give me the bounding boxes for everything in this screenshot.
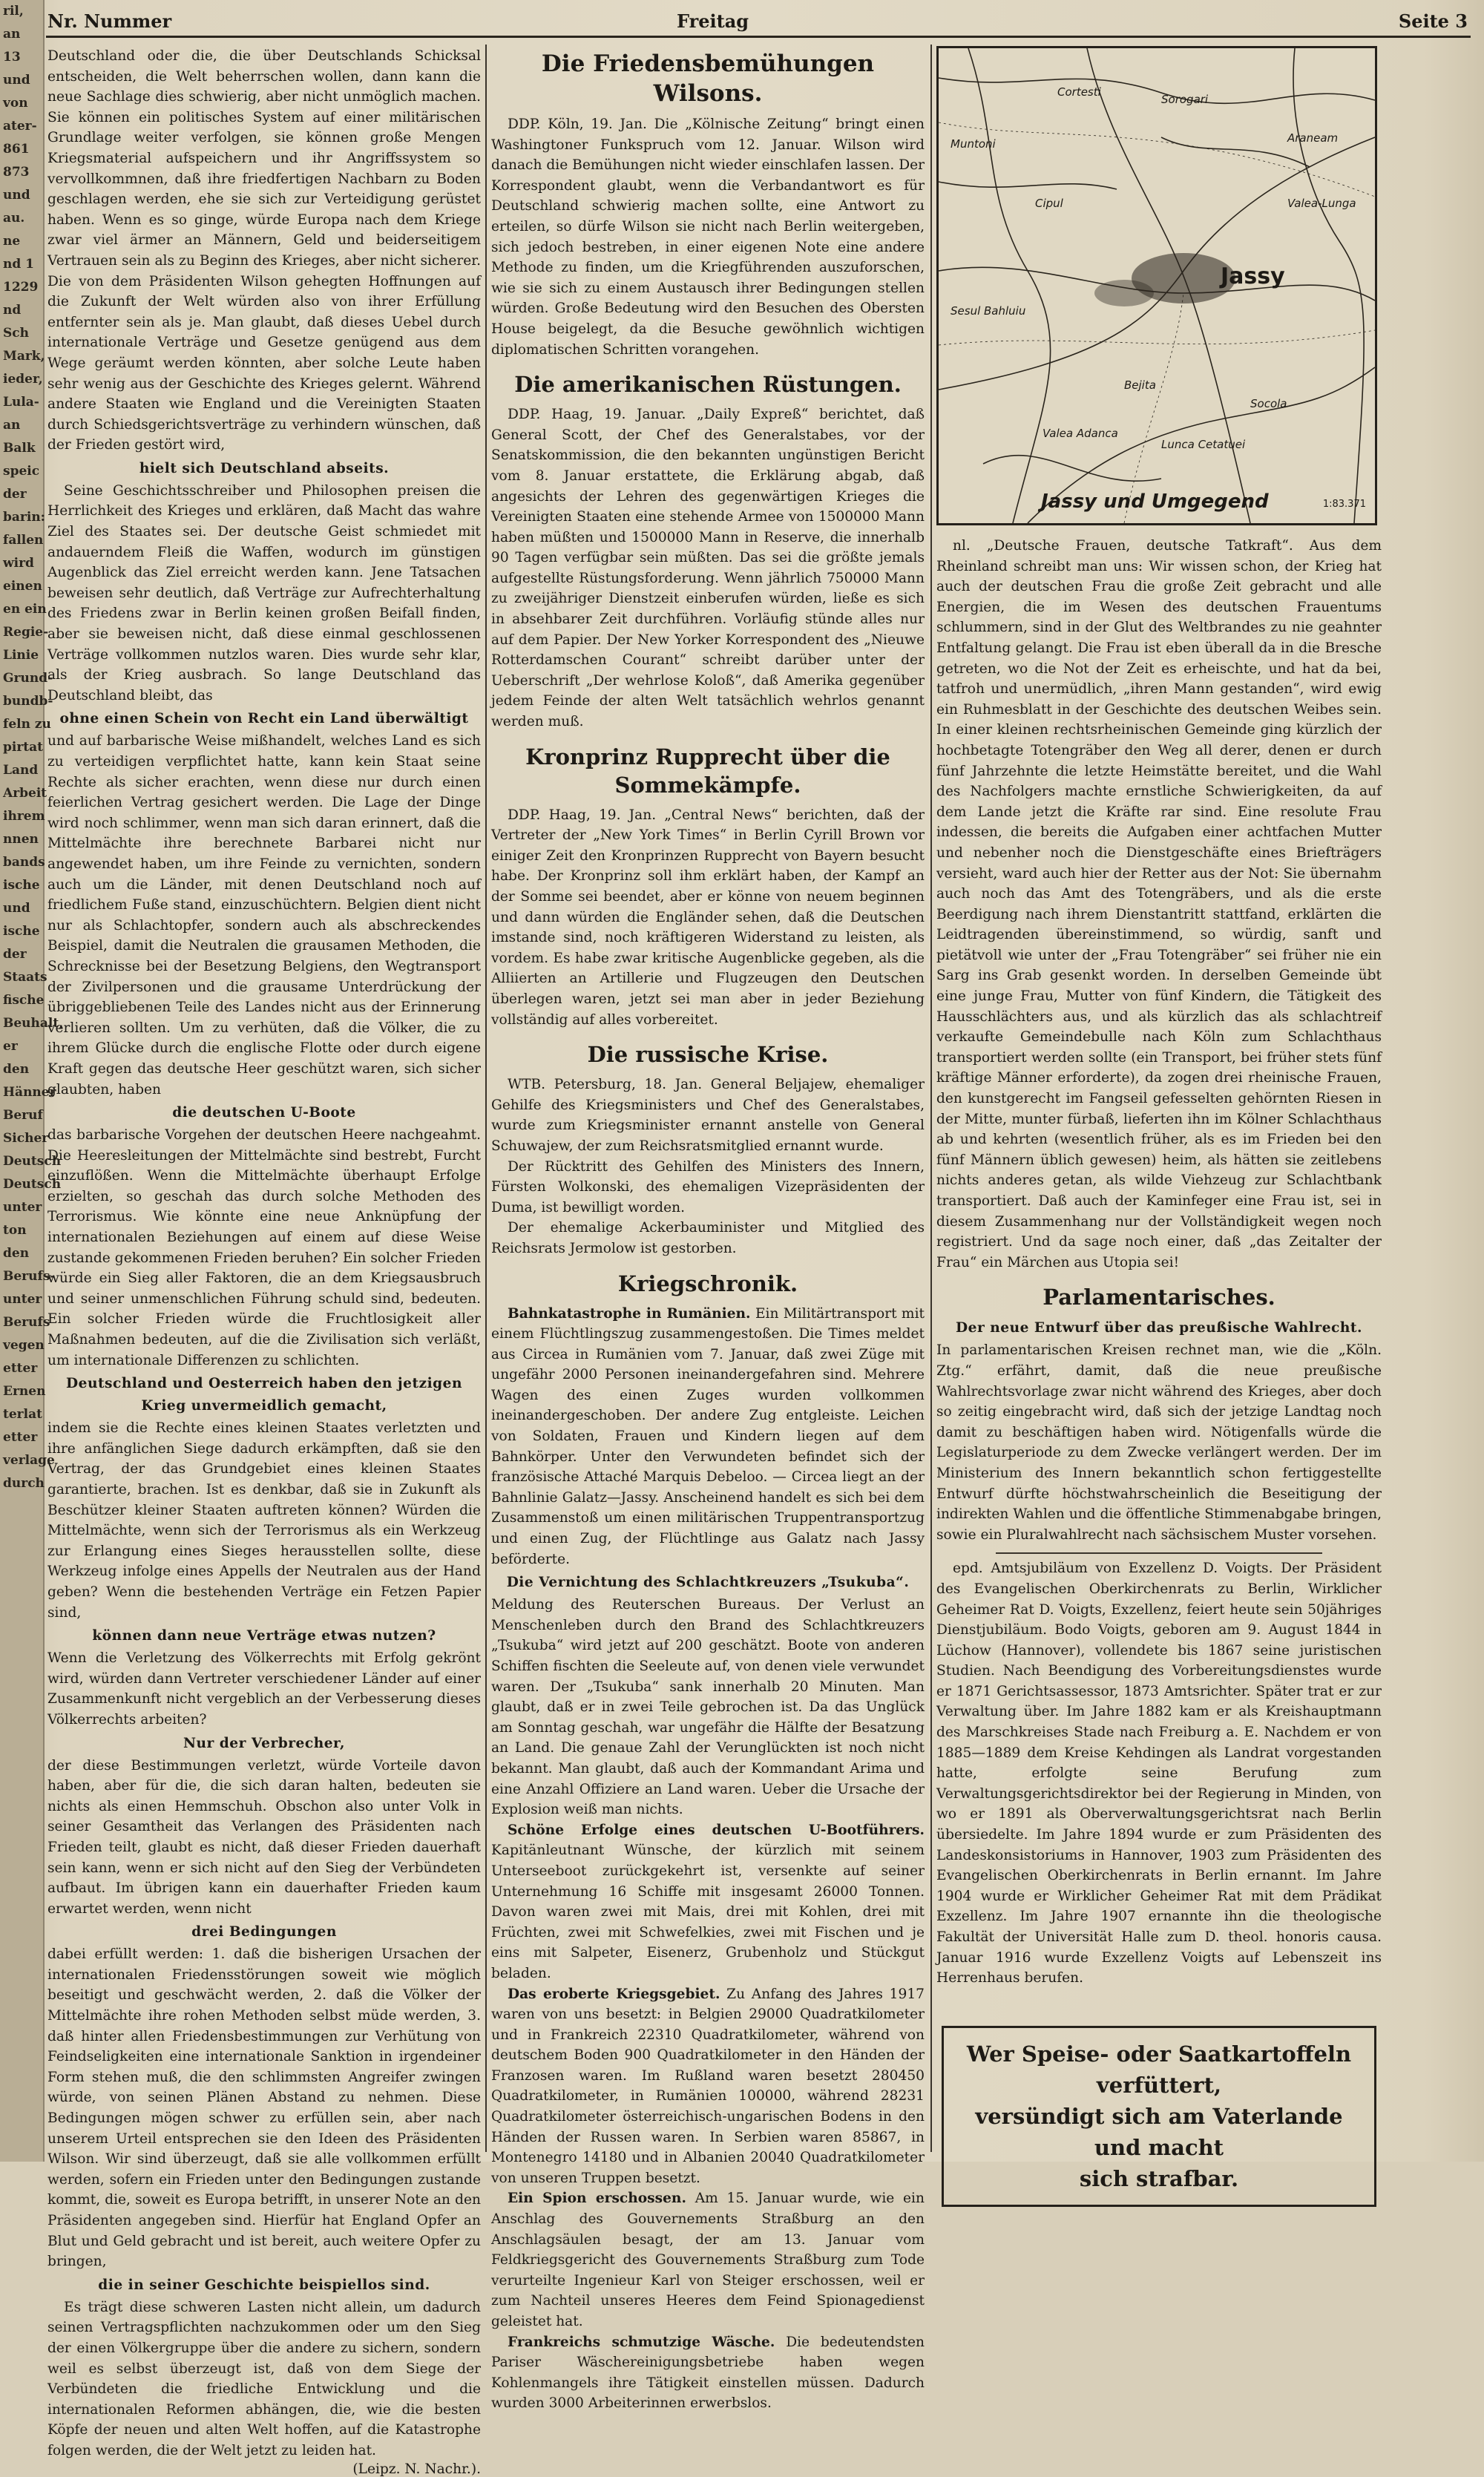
- edge-fragment: einen: [3, 579, 42, 594]
- article-paragraph: der diese Bestimmungen verletzt, würde Vorteile davon haben, aber für die, die sich daran halten, bedeuten sie nichts als einen Hemmschuh. Obschon also unter Volk in seiner Gesamtheit das Verlangen des Präsidenten nach Frieden teilt, glaubt es nicht, daß dieser Frieden dauerhaft sein kann, wenn er sich nicht auf den Sieg der Verbündeten aufbaut. Im übrigen kann ein dauerhafter Frieden kaum erwartet werden, wenn nicht: [47, 1757, 481, 1917]
- article-paragraph: Deutschland oder die, die über Deutschlands Schicksal entscheiden, die Welt beherrschen wollen, dann kann die neue Sachlage dies schwierig, aber nicht unmöglich machen. Sie können ein politisches System auf einer militärischen Grundlage weiter verfolgen, sie können große Mengen Kriegsmaterial aufspeichern und ihr Angriffssystem so vervollkommnen, daß ihre friedfertigen Nachbarn zu Boden geschlagen werden, ehe sie sich zur Verteidigung gerüstet haben. Wenn es so ginge, würde Europa nach dem Kriege zwar viel ärmer an Männern, Geld und beiderseitigem Vertrauen sein als zu Beginn des Krieges, aber nicht sicherer. Die von dem Präsidenten Wilson gehegten Hoffnungen auf die Zukunft der Welt würden also von ihrer Erfüllung entfernter sein als je. Man glaubt, daß dieses Uebel durch internationale Verträge und Gesetze genügend aus dem Wege geräumt werden könnten, aber solche Leute haben sehr wenig aus der Geschichte des Krieges gelernt. Während andere Staaten wie England und die Vereinigten Staaten durch Schiedsgerichtsverträge zu verhindern wünschen, daß der Frieden gestört wird,: [47, 48, 481, 453]
- article-paragraph: epd. Amtsjubiläum von Exzellenz D. Voigts. Der Präsident des Evangelischen Oberkirchenrats zu Berlin, Wirklicher Geheimer Rat D. Voigts, Exzellenz, feiert heute sein 50jähriges Dienstjubiläum. Bodo Voigts, geboren am 9. August 1844 in Lüchow (Hannover), vollendete bis 1867 seine juristischen Studien. Nach Beendigung des Vorbereitungsdienstes wurde er 1871 Gerichtsassessor, 1873 Amtsrichter. Später trat er zur Verwaltung über. Im Jahre 1882 kam er als Kreishauptmann des Marschkreises Stade nach Freiburg a. E. Nachdem er von 1885—1889 dem Kreise Kehdingen als Landrat vorgestanden hatte, erfolgte seine Berufung zum Verwaltungsgerichtsdirektor bei der Regierung in Minden, von wo er 1891 als Oberverwaltungsgerichtsrat nach Berlin übersiedelte. Im Jahre 1894 wurde er zum Präsidenten des Landeskonsistoriums in Hannover, 1903 zum Präsidenten des Evangelischen Oberkirchenrats in Berlin ernannt. Im Jahre 1904 wurde er Wirklicher Geheimer Rat mit dem Prädikat Exzellenz. Im Jahre 1907 ernannte ihn die theologische Fakultät der Universität Halle zum D. theol. honoris causa. Januar 1916 wurde Exzellenz Voigts auf Lebenszeit ins Herrenhaus berufen.: [936, 1561, 1382, 1986]
- edge-fragment: etter: [3, 1361, 38, 1376]
- edge-fragment: feln zu: [3, 717, 51, 732]
- edge-fragment: ril,: [3, 4, 24, 19]
- edge-fragment: ne: [3, 234, 21, 249]
- edge-fragment: wird: [3, 556, 34, 571]
- edge-fragment: und: [3, 901, 30, 916]
- notice-line: versündigt sich am Vaterlande und macht: [975, 2103, 1343, 2160]
- edge-fragment: nd: [3, 303, 22, 318]
- notice-line: Wer Speise- oder Saatkartoffeln verfüttert,: [966, 2041, 1352, 2098]
- headline-kriegschronik: Kriegschronik.: [617, 1270, 798, 1296]
- article-paragraph: Seine Geschichtsschreiber und Philosophen preisen die Herrlichkeit des Krieges und erklären, daß Macht das wahre Ziel des Staates sei. Der deutsche Geist schmiedet mit andauerndem Fleiß die Waffen, wodurch im günstigen Augenblick das Ziel erreicht werden kann. Jene Tatsachen beweisen sehr deutlich, daß Verträge zur Aufrechterhaltung des Friedens zwar in Berlin keinen großen Beifall finden, aber sie beweisen nicht, daß diese einmal geschlossenen Verträge vollkommen nutzlos waren. Dies wurde sehr klar, als der Krieg ausbrach. So lange Deutschland das Deutschland bleibt, das: [47, 482, 481, 703]
- map-label: Lunca Cetatuei: [1161, 438, 1246, 451]
- edge-fragment: 13: [3, 50, 21, 65]
- page-header: [46, 6, 1471, 38]
- article-paragraph: DDP. Haag, 19. Jan. „Central News“ berichten, daß der Vertreter der „New York Times“ in Berlin Cyrill Brown vor einiger Zeit den Kronprinzen Rupprecht von Bayern besucht habe. Der Kronprinz soll ihm erklärt haben, der Kampf an der Somme sei beendet, aber er könne von neuem beginnen und dann würden die Engländer sehen, daß die Deutschen imstande sind, noch kräftigeren Widerstand zu leisten, als vordem. Es habe zwar kritische Augenblicke gegeben, als die Alliierten an Artillerie und Flugzeugen den Deutschen überlegen waren, jetzt sei man aber in jeder Beziehung vollständig auf alles vorbereitet.: [491, 807, 925, 1028]
- edge-fragment: verlage: [3, 1453, 55, 1468]
- subheading: hielt sich Deutschland abseits.: [139, 460, 390, 476]
- chronik-item-title: Das eroberte Kriegsgebiet.: [508, 1986, 720, 2002]
- map-label: Sorogari: [1161, 93, 1209, 106]
- column-2: [491, 46, 925, 2412]
- article-paragraph: WTB. Petersburg, 18. Jan. General Beljajew, ehemaliger Gehilfe des Kriegsministers und Chef des Generalstabes, wurde zum Kriegsminister ernannt anstelle von General Schuwajew, der zum Reichsratsmitglied ernannt wurde.: [491, 1077, 925, 1154]
- article-paragraph: DDP. Köln, 19. Jan. Die „Kölnische Zeitung“ bringt einen Washingtoner Funkspruch vom 12. Januar. Wilson wird danach die Bemühungen nicht wieder einschlafen lassen. Der Korrespondent glaubt, wenn die Verbandantwort es für Deutschland schwierig machen sollte, eine Antwort zu erteilen, so dürfe Wilson sie nicht nach Berlin weitergeben, sich jedoch bestreben, in einer eigenen Note eine andere Methode zu finden, um die Kriegführenden auszuforschen, wie sie sich zu einem Austausch ihrer Bedingungen stellen würden. Große Bedeutung wird den Besuchen des Obersten House beigelegt, da die Besuche gewöhnlich wichtigen diplomatischen Schritten vorangehen.: [491, 117, 925, 358]
- chronik-item-text: Zu Anfang des Jahres 1917 waren von uns besetzt: in Belgien 29000 Quadratkilometer und in Frankreich 22310 Quadratkilometer, während von deutschem Boden 900 Quadratkilometer in den Händen der Franzosen waren. Im Rußland waren besetzt 280450 Quadratkilometer, in Rumänien 100000, während 28231 Quadratkilometer österreichisch-ungarischen Bodens in den Händen der Russen waren. In Serbien waren 85867, in Montenegro 14180 und in Albanien 20040 Quadratkilometer von unseren Truppen besetzt.: [491, 1986, 925, 2186]
- column-3: [936, 46, 1382, 2191]
- map-river: [939, 78, 1375, 103]
- edge-fragment: Regie-: [3, 625, 49, 640]
- edge-fragment: Arbeit: [3, 786, 47, 801]
- edge-fragment: er: [3, 1039, 18, 1054]
- headline-parlamentarisches: Parlamentarisches.: [1043, 1285, 1275, 1310]
- map-scale: 1:83.371: [1322, 499, 1366, 510]
- edge-fragment: Staats: [3, 970, 47, 985]
- chronik-item: [491, 1984, 925, 2189]
- article-paragraph: DDP. Haag, 19. Januar. „Daily Expreß“ berichtet, daß General Scott, der Chef des Generalstabes, vor der Senatskommission, die den bekannten ungünstigen Bericht vom 8. Januar erstattete, die Erklärung abgab, daß angesichts der Lehren des gegenwärtigen Krieges die Vereinigten Staaten eine stehende Armee von 1500000 Mann haben müßten und 1500000 Mann in Reserve, die innerhalb 90 Tagen verfügbar sein müßten. Das sei die größte jemals aufgestellte Rüstungsforderung. Wenn jährlich 750000 Mann zu zweijähriger Dienstzeit einberufen würden, ließe es sich in absehbarer Zeit durchführen. Vorläufig stünde alles nur auf dem Papier. Der New Yorker Korrespondent des „Nieuwe Rotterdamschen Courant“ schreibt darüber unter der Ueberschrift „Der wehrlose Koloß“, daß Amerika gegenüber jedem Feinde der alten Welt tatsächlich wehrlos genannt werden muß.: [491, 407, 925, 730]
- header-page-number: Seite 3: [1398, 10, 1468, 32]
- edge-fragment: fallen: [3, 533, 44, 548]
- edge-fragment: Berufs: [3, 1315, 50, 1330]
- edge-fragment: bundb-: [3, 694, 53, 709]
- edge-fragment: vegen: [3, 1338, 45, 1353]
- subheading: können dann neue Verträge etwas nutzen?: [92, 1628, 436, 1644]
- edge-fragment: der: [3, 947, 27, 962]
- edge-fragment: speic: [3, 464, 40, 479]
- chronik-item: [491, 1304, 925, 1570]
- article-paragraph: Der ehemalige Ackerbauminister und Mitglied des Reichsrats Jermolow ist gestorben.: [491, 1220, 925, 1256]
- edge-fragment: 873: [3, 165, 30, 180]
- map-label: Socola: [1250, 397, 1287, 410]
- edge-fragment: 1229: [3, 280, 39, 295]
- edge-fragment: nd 1: [3, 257, 34, 272]
- chronik-item-title: Bahnkatastrophe in Rumänien.: [508, 1305, 751, 1322]
- chronik-item-text: Kapitänleutnant Wünsche, der kürzlich mit seinem Unterseeboot zurückgekehrt ist, versenkte auf seiner Unternehmung 16 Schiffe mit insgesamt 26000 Tonnen. Davon waren zwei mit Mais, drei mit Kohlen, drei mit Früchten, zwei mit Schwefelkies, zwei mit Fischen und je eins mit Salpeter, Eisenerz, Grubenholz und Stückgut beladen.: [491, 1843, 925, 1981]
- edge-fragment: den: [3, 1062, 30, 1077]
- subheading: Der neue Entwurf über das preußische Wahlrecht.: [956, 1320, 1362, 1336]
- edge-fragment: en ein: [3, 602, 47, 617]
- edge-fragment: und: [3, 188, 30, 203]
- edge-fragment: Beuhalt,: [3, 1016, 64, 1031]
- edge-fragment: durch: [3, 1476, 45, 1491]
- edge-fragment: Sch: [3, 326, 29, 341]
- edge-fragment: etter: [3, 1430, 38, 1445]
- article-paragraph: dabei erfüllt werden: 1. daß die bisherigen Ursachen der internationalen Friedensstörungen soweit wie möglich beseitigt und geschwächt werden, 2. daß die Völker der Mittelmächte ihre rohen Methoden selbst müde werden, 3. daß hinter allen Friedensbestimmungen zur Verhütung von Feindseligkeiten eine internationale Sanktion in irgendeiner Form stehen muß, die den schlimmsten Angreifer zwingen würde, von seinen Plänen Abstand zu nehmen. Diese Bedingungen mögen schwer zu erfüllen sein, aber nach unserem Urteil entsprechen sie den Ideen des Präsidenten Wilson. Wir sind überzeugt, daß sie alle vollkommen erfüllt werden, sofern ein Frieden unter den Bedingungen zustande kommt, die, soweit es Europa betrifft, in unserer Note an den Präsidenten angegeben sind. Hierfür hat England Opfer an Blut und Geld gebracht und ist bereit, auch weitere Opfer zu bringen,: [47, 1946, 481, 2270]
- adjacent-page-edge: [0, 0, 64, 2162]
- chronik-item-title: Frankreichs schmutzige Wäsche.: [508, 2334, 775, 2350]
- chronik-item-title: Schöne Erfolge eines deutschen U-Bootführers.: [508, 1822, 925, 1838]
- article-paragraph: Es trägt diese schweren Lasten nicht allein, um dadurch seinen Vertragspflichten nachzukommen oder um den Sieg der einen Völkergruppe über die andere zu sichern, sondern weil es selbst überzeugt ist, daß von dem Siege der Verbündeten die friedliche Entwicklung und die internationalen Reformen abhängen, die, wie die besten Köpfe der neuen und alten Welt hoffen, auf die Katastrophe folgen werden, die der Welt jetzt zu leiden hat.: [47, 2299, 481, 2458]
- article-paragraph: Wenn die Verletzung des Völkerrechts mit Erfolg gekrönt wird, würden dann Vertreter verschiedener Länder auf einer Zusammenkunft nicht vergeblich an der Verbesserung dieses Völkerrechts arbeiten?: [47, 1650, 481, 1728]
- map-label: Cipul: [1035, 197, 1063, 210]
- map-city: [1094, 280, 1154, 306]
- headline-amerika: Die amerikanischen Rüstungen.: [514, 372, 902, 398]
- edge-fragment: Sicher: [3, 1131, 49, 1146]
- headline-russische-krise: Die russische Krise.: [587, 1042, 829, 1068]
- edge-fragment: unter: [3, 1200, 42, 1215]
- chronik-item-text: Ein Militärtransport mit einem Flüchtlingszug zusammengestoßen. Die Times meldet aus Circea in Rumänien vom 7. Januar, daß zwei Züge mit ungefähr 2000 Personen ineinandergefahren sind. Mehrere Wagen des einen Zuges wurden vollkommen ineinandergeschoben. Der andere Zug entgleiste. Leichen von Soldaten, Frauen und Kindern liegen auf dem Bahnkörper. Unter den Verwundeten befindet sich der französische Attaché Marquis Debeloo. — Circea liegt an der Bahnlinie Galatz—Jassy. Anscheinend handelt es sich bei dem Zusammenstoß um einen militärischen Truppentransportzug und einen Zug, der Flüchtlinge aus Galatz nach Jassy beförderte.: [491, 1305, 925, 1567]
- edge-fragment: den: [3, 1246, 30, 1261]
- edge-fragment: nnen: [3, 832, 39, 847]
- article-paragraph: In parlamentarischen Kreisen rechnet man, wie die „Köln. Ztg.“ erfährt, damit, daß die neue preußische Wahlrechtsvorlage zwar nicht während des Krieges, aber doch so zeitig eingebracht wird, daß sich der jetzige Landtag noch damit zu beschäftigen haben wird. Nötigenfalls würde die Legislaturperiode zu dem Zwecke verlängert werden. Der im Ministerium des Innern bekanntlich schon fertiggestellte Entwurf dürfte höchstwahrscheinlich die Beseitigung der indirekten Wahlen und die öffentliche Stimmenabgabe bringen, sowie ein Pluralwahlrecht nach sächsischem Muster vorsehen.: [936, 1342, 1382, 1543]
- edge-fragment: der: [3, 487, 27, 502]
- chronik-item-title: Ein Spion erschossen.: [508, 2191, 686, 2207]
- map-label: Bejita: [1124, 378, 1156, 392]
- map-road: [968, 48, 1051, 523]
- map-drawing: [939, 48, 1375, 523]
- map-railway: [939, 330, 1375, 345]
- subheading: drei Bedingungen: [191, 1924, 337, 1940]
- subheading: die deutschen U-Boote: [172, 1105, 356, 1121]
- column-1: [47, 46, 481, 2477]
- edge-fragment: Deutsch: [3, 1154, 62, 1169]
- edge-fragment: pirtat: [3, 740, 44, 755]
- map-railway: [1124, 293, 1183, 523]
- article-paragraph: das barbarische Vorgehen der deutschen Heere nachgeahmt. Die Heeresleitungen der Mittelmächte sind bestrebt, Furcht einzuflößen. Wenn die Mittelmächte überhaupt Erfolge erzielten, so geschah das durch solche Methoden des Terrorismus. Wie könnte eine neue Anknüpfung der internationalen Beziehungen auf einem auf diese Weise zustande gekommenen Frieden beruhen? Ein solcher Frieden würde ein Sieg aller Faktoren, die an dem Kriegsausbruch und seiner unmenschlichen Führung schuld sind, bedeuten. Ein solcher Frieden würde die Fruchtlosigkeit aller Maßnahmen bedeuten, auf die die Zivilisation sich verläßt, um internationale Differenzen zu schlichten.: [47, 1127, 481, 1368]
- column-rule: [930, 45, 932, 2152]
- source-signature: (Leipz. N. Nachr.).: [352, 2461, 481, 2477]
- notice-line: sich strafbar.: [1079, 2165, 1239, 2191]
- map-label: Muntoni: [951, 137, 996, 151]
- subheading: Die Vernichtung des Schlachtkreuzers „Tsukuba“.: [506, 1575, 910, 1591]
- edge-fragment: ihrem: [3, 809, 45, 824]
- edge-fragment: an: [3, 27, 21, 42]
- map-label: Valea Adanca: [1043, 427, 1118, 440]
- edge-fragment: von: [3, 96, 28, 111]
- edge-fragment: unter: [3, 1292, 42, 1307]
- edge-fragment: ieder,: [3, 372, 43, 387]
- map-jassy: [936, 46, 1377, 525]
- edge-fragment: terlat: [3, 1407, 42, 1422]
- article-paragraph: nl. „Deutsche Frauen, deutsche Tatkraft“. Aus dem Rheinland schreibt man uns: Wir wissen schon, der Krieg hat auch der deutschen Frau die große Zeit gebracht und alle Energien, die im Wesen des deutschen Frauentums schlummern, sind in der Glut des Weltbrandes zu nie geahnter Entfaltung gelangt. Die Frau ist eben überall da in die Bresche getreten, wo die Not der Zeit es erheischte, und hat da bei, tatfroh und unermüdlich, „ihren Mann gestanden“, wird ewig ein Ruhmesblatt in der Geschichte des deutschen Weibes sein. In einer kleinen rechtsrheinischen Gemeinde ging kürzlich der hochbetagte Totengräber den Weg all derer, denen er durch fünf Jahrzehnte die letzte Heimstätte bereitet, und die Wahl des Nachfolgers machte ernstliche Schwierigkeiten, da auf dem Lande jetzt die Kräfte rar sind. Eine resolute Frau indessen, die bereits die Aufgaben einer achtfachen Mutter und nebenher noch die Dienstgeschäfte eines Briefträgers versieht, ward auch hier der Retter aus der Not: Sie übernahm auch noch das Amt des Totengräbers, und als die erste Beerdigung nach ihrem Dienstantritt stattfand, erklärten die Leidtragenden übereinstimmend, so würdig, sanft und pietätvoll wie unter der „Frau Totengräber“ sei früher nie ein Sarg ins Grab gesenkt worden. In derselben Gemeinde übt eine junge Frau, Mutter von fünf Kindern, die Tätigkeit des Hausschlächters aus, und als kürzlich das als schlachtreif verkaufte Gemeindebulle nach Köln zum Schlachthaus transportiert werden sollte (ein Transport, bei früher stets fünf kräftige Männer erforderte), da zogen drei rheinische Frauen, den kunstgerecht im Fangseil gefesselten gehörnten Riesen in der Mitte, munter fürbaß, lieferten ihn im Kölner Schlachthaus ab und kehrten (wesentlich früher, als es im Frieden bei den fünf Männern üblich gewesen) heim, als hätten sie zeitlebens nichts anderes getan, als wilde Viehzeug zur Schlachtbank transportiert. Daß auch der Kaminfeger eine Frau ist, sei in diesem Zusammenhang nur der Vollständigkeit wegen noch registriert. Und da sage noch einer, daß „das Zeitalter der Frau“ ein Märchen aus Utopia sei!: [936, 538, 1382, 1270]
- edge-fragment: ater-: [3, 119, 37, 134]
- edge-fragment: Mark,: [3, 349, 45, 364]
- article-paragraph: Meldung des Reuterschen Bureaus. Der Verlust an Menschenleben durch den Brand des Schlachtkreuzers „Tsukuba“ wird jetzt auf 200 geschätzt. Boote von anderen Schiffen fischten die Seeleute auf, von denen viele verwundet waren. Der „Tsukuba“ sank innerhalb 20 Minuten. Man glaubt, daß er in zwei Teile gebrochen ist. Da das Unglück am Sonntag geschah, war ungefähr die Hälfte der Besatzung an Land. Die genaue Zahl der Verunglückten ist noch nicht bekannt. Man glaubt, daß auch der Kommandant Arima und eine Anzahl Offiziere an Land waren. Ueber die Ursache der Explosion weiß man nichts.: [491, 1597, 925, 1818]
- column-rule: [485, 45, 487, 2152]
- subheading: Nur der Verbrecher,: [183, 1735, 345, 1751]
- chronik-item: [491, 2188, 925, 2332]
- edge-fragment: 861: [3, 142, 30, 157]
- section-rule: [996, 1552, 1322, 1554]
- edge-fragment: bands: [3, 855, 45, 870]
- edge-fragment: an: [3, 418, 21, 433]
- chronik-item-text: Am 15. Januar wurde, wie ein Anschlag des Gouvernements Straßburg an den Anschlagsäulen besagt, der am 13. Januar vom Feldkriegsgericht des Gouvernements Straßburg zum Tode verurteilte Ingenieur Karl von Steiger erschossen, weil er zum Nachteil unseres Heeres dem Feind Spionagedienst geleistet hat.: [491, 2191, 925, 2329]
- chronik-item: [491, 2332, 925, 2414]
- edge-fragment: Beruf: [3, 1108, 43, 1123]
- edge-fragment: Grund-: [3, 671, 53, 686]
- edge-fragment: Hänner: [3, 1085, 56, 1100]
- map-label: Araneam: [1287, 131, 1339, 145]
- edge-fragment: Berufs-: [3, 1269, 56, 1284]
- edge-fragment: und: [3, 73, 30, 88]
- map-label-city: Jassy: [1221, 263, 1285, 289]
- map-label: Cortesti: [1057, 85, 1101, 99]
- article-paragraph: Der Rücktritt des Gehilfen des Ministers des Innern, Fürsten Wolkonski, des ehemaligen Vizepräsidenten der Duma, ist bewilligt worden.: [491, 1158, 925, 1215]
- chronik-item: [491, 1820, 925, 1984]
- article-paragraph: indem sie die Rechte eines kleinen Staates verletzten und ihre anfänglichen Siege dadurch erkämpften, daß sie den Vertrag, der das Grundgebiet eines kleinen Staates garantierte, brachen. Ist es denkbar, daß sie in Zukunft als Beschützer kleiner Staaten auftreten können? Würden die Mittelmächte, wenn sich der Terrorismus als ein Werkzeug zur Erlangung eines Sieges herausstellen sollte, diese Werkzeug infolge eines Appells der Neutralen aus der Hand geben? Wenn die bestehenden Verträge ein Fetzen Papier sind,: [47, 1420, 481, 1621]
- headline-wilson: Die Friedensbemühungen Wilsons.: [541, 50, 875, 107]
- headline-kronprinz: Kronprinz Rupprecht über die Sommekämpfe.: [525, 744, 890, 798]
- subheading: die in seiner Geschichte beispiellos sind.: [98, 2277, 430, 2293]
- edge-fragment: Deutsch: [3, 1177, 62, 1192]
- map-caption: Jassy und Umgegend: [1041, 491, 1269, 513]
- edge-fragment: ische: [3, 924, 40, 939]
- header-day: Freitag: [677, 10, 749, 32]
- map-label: Valea-Lunga: [1287, 197, 1356, 210]
- edge-fragment: Lula-: [3, 395, 39, 410]
- map-contour: [983, 456, 1161, 482]
- edge-fragment: au.: [3, 211, 25, 226]
- subheading: Deutschland und Oesterreich haben den jetzigen Krieg unvermeidlich gemacht,: [65, 1376, 463, 1414]
- edge-fragment: Land: [3, 763, 39, 778]
- edge-fragment: Linie: [3, 648, 39, 663]
- map-contour: [939, 182, 1117, 189]
- edge-fragment: fische: [3, 993, 45, 1008]
- article-paragraph: und auf barbarische Weise mißhandelt, welches Land es sich zu verteidigen verpflichtet hatte, kann kein Staat seine Rechte als sicher erachten, wenn diese nur durch einen feierlichen Vertrag gesichert werden. Die Lage der Dinge wird noch schlimmer, wenn man sich daran erinnert, daß die Mittelmächte ihre berechnete Barbarei nicht nur angewendet haben, um ihre Feinde zu vernichten, sondern auch um die Länder, mit denen Deutschland noch auf friedlichem Fuße stand, einzuschüchtern. Belgien dient nicht nur als Schlachtopfer, sondern auch als abschreckendes Beispiel, damit die Neutralen die grausamen Methoden, die Schrecknisse bei der Besetzung Belgiens, den Wegtransport der Zivilpersonen und die grausame Unterdrückung der übriggebliebenen Teile des Landes nicht aus der Erinnerung verlieren sollten. Um zu verhüten, daß die Völker, die zu ihrem Glücke durch die englische Flotte oder durch eigene Kraft gegen das deutsche Heer geschützt waren, sich sicher glaubten, haben: [47, 733, 481, 1098]
- edge-fragment: barin:: [3, 510, 45, 525]
- chronik-item-text: Die bedeutendsten Pariser Wäschereinigungsbetriebe haben wegen Kohlenmangels ihre Tätigkeit einstellen müssen. Dadurch wurden 3000 Arbeiterinnen erwerbslos.: [491, 2334, 925, 2412]
- edge-fragment: Ernen: [3, 1384, 46, 1399]
- header-issue: Nr. Nummer: [47, 10, 172, 32]
- edge-fragment: ische: [3, 878, 40, 893]
- map-label: Sesul Bahluiu: [951, 304, 1026, 318]
- subheading: ohne einen Schein von Recht ein Land überwältigt: [59, 711, 469, 727]
- edge-fragment: ton: [3, 1223, 27, 1238]
- notice-box: [942, 2026, 1376, 2207]
- edge-fragment: Balk: [3, 441, 36, 456]
